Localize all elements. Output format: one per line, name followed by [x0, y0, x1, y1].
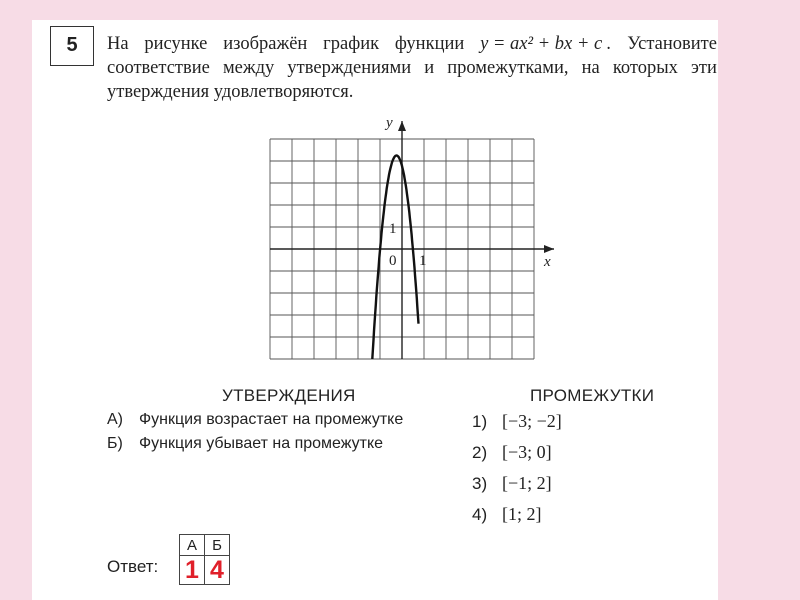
- task-line-2-word: которых: [612, 58, 678, 78]
- interval-3-num: 3): [472, 474, 488, 493]
- statement-a: [107, 411, 403, 429]
- statement-a-letter: А): [107, 411, 123, 428]
- task-line-2-word: на: [581, 58, 600, 78]
- interval-3-value: [−1; 2]: [502, 473, 552, 493]
- interval-3: [472, 473, 552, 494]
- statement-b-text: Функция убывает на промежутке: [139, 435, 384, 452]
- task-line-1-word: функции: [394, 34, 465, 54]
- task-line-1-word: На: [107, 34, 129, 54]
- interval-4-num: 4): [472, 505, 488, 524]
- x-axis-arrow: [544, 245, 554, 253]
- intervals-heading: ПРОМЕЖУТКИ: [530, 386, 655, 405]
- task-line-2-word: между: [222, 58, 275, 78]
- task-line-2-word: утверждениями: [287, 58, 412, 78]
- answer-table: [179, 534, 230, 585]
- task-line-1-word: рисунке: [144, 34, 208, 54]
- interval-1-num: 1): [472, 412, 488, 431]
- task-line-2-word: и: [424, 58, 435, 78]
- y-axis-arrow: [398, 121, 406, 131]
- x-tick-label: 1: [419, 253, 427, 269]
- interval-1-value: [−3; −2]: [502, 411, 562, 431]
- task-line-2-word: промежутками,: [447, 58, 569, 78]
- answer-header-b: Б: [205, 535, 230, 556]
- statements-heading: УТВЕРЖДЕНИЯ: [222, 386, 356, 405]
- task-page: [32, 20, 718, 600]
- origin-label: 0: [389, 253, 397, 269]
- answer-cell-a[interactable]: 1: [180, 556, 205, 585]
- answer-label: Ответ:: [107, 557, 159, 576]
- task-line-2-word: эти: [690, 58, 717, 78]
- interval-4: [472, 504, 542, 525]
- statement-a-text: Функция возрастает на промежутке: [139, 411, 404, 428]
- answer-cell-b[interactable]: 4: [205, 556, 230, 585]
- y-tick-label: 1: [389, 221, 397, 237]
- answer-header-a: А: [180, 535, 205, 556]
- task-line-2-word: соответствие: [107, 58, 210, 78]
- task-line-1-word: изображён: [223, 34, 308, 54]
- interval-1: [472, 411, 562, 432]
- function-graph: [32, 20, 718, 380]
- task-number: 5: [50, 26, 94, 66]
- interval-2-num: 2): [472, 443, 488, 462]
- x-axis-label: x: [544, 254, 551, 270]
- interval-4-value: [1; 2]: [502, 504, 542, 524]
- task-line-1-word: y = ax² + bx + c .: [480, 34, 612, 54]
- task-line-3-text: утверждения удовлетворяются.: [107, 82, 354, 102]
- statement-b-letter: Б): [107, 435, 123, 452]
- task-line-1-word: Установите: [627, 34, 717, 54]
- statement-b: [107, 435, 383, 453]
- task-line-1-word: график: [323, 34, 380, 54]
- interval-2-value: [−3; 0]: [502, 442, 552, 462]
- interval-2: [472, 442, 552, 463]
- y-axis-label: y: [386, 115, 393, 131]
